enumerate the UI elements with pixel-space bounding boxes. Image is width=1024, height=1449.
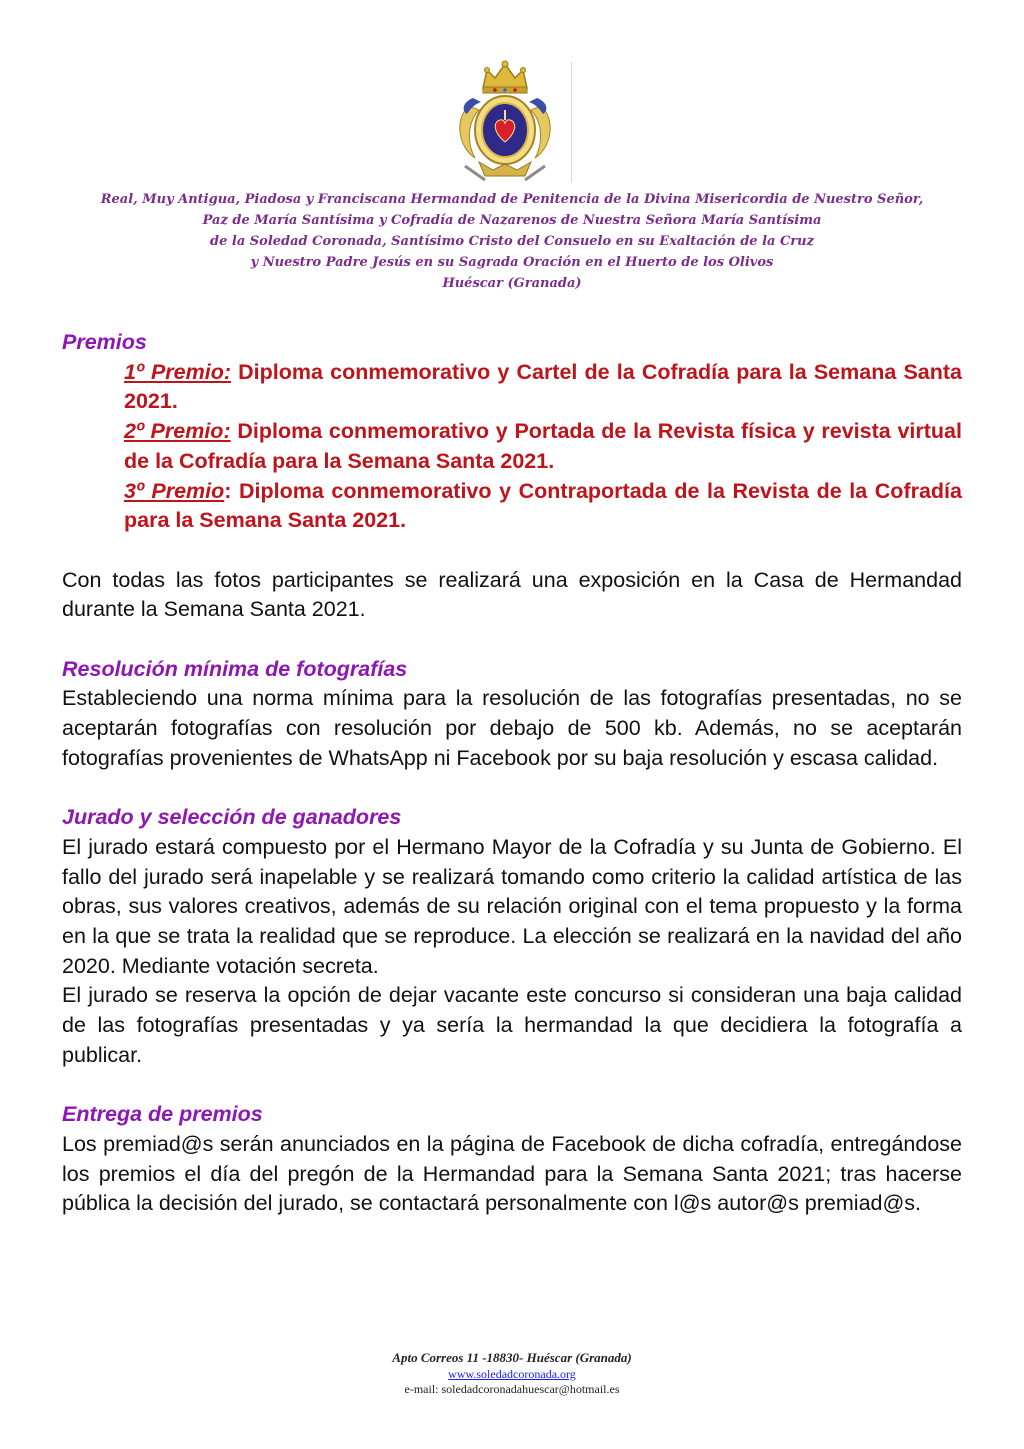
header-location: Huéscar (Granada) [442, 276, 582, 291]
awards-paragraph: Los premiad@s serán anunciados en la página de Facebook de dicha cofradía, entregándose los premios el día del pregón de la Hermandad para la Semana Santa 2021; tras hacerse pública la decisión del jurado, se contactará personalmente con l@s autor@s premiad@s. [62, 1131, 962, 1216]
crest-icon [445, 58, 565, 183]
resolution-paragraph: Estableciendo una norma mínima para la resolución de las fotografías presentadas, no se aceptarán fotografías con resolución por debajo de 500 kb. Además, no se aceptarán fotografías provenientes de WhatsApp ni Facebook por su baja resolución y escasa calidad. [62, 686, 962, 770]
website-link[interactable]: www.soledadcoronada.org [448, 1367, 576, 1381]
jury-paragraph-1: El jurado estará compuesto por el Hermano Mayor de la Cofradía y su Junta de Gobierno. El fallo del jurado será inapelable y se realizará tomando como criterio la calidad artística de las obras, sus valores creativos, además de su relación original con el tema propuesto y la forma en la que se trata la realidad que se reproduce. La elección se realizará en la navidad del año 2020. Mediante votación secreta. [62, 834, 962, 978]
page-footer [262, 1349, 762, 1397]
resolution-heading: Resolución mínima de fotografías [62, 656, 408, 681]
awards-heading: Entrega de premios [62, 1102, 263, 1127]
premios-heading: Premios [62, 330, 147, 354]
jury-heading: Jurado y selección de ganadores [62, 805, 402, 830]
prize-label-3: 3º Premio [124, 478, 225, 503]
header-divider [571, 62, 572, 182]
prize-text-1: Diploma conmemorativo y Cartel de la Cofradía para la Semana Santa 2021. [124, 359, 962, 414]
prize-item-1 [124, 358, 962, 417]
prize-item-3 [124, 477, 962, 536]
prize-item-2 [124, 417, 962, 476]
header-line: Paz de María Santísima y Cofradía de Nazarenos de Nuestra Señora María Santísima [202, 213, 822, 228]
footer-address: Apto Correos 11 -18830- Huéscar (Granada) [392, 1350, 632, 1365]
jury-paragraph-2: El jurado se reserva la opción de dejar vacante este concurso si consideran una baja calidad de las fotografías presentadas y ya sería la hermandad la que decidiera la fotografía a publicar. [62, 983, 962, 1067]
footer-email: e-mail: soledadcoronadahuescar@hotmail.es [404, 1382, 620, 1396]
header-line: de la Soledad Coronada, Santísimo Cristo del Consuelo en su Exaltación de la Cruz [210, 234, 814, 249]
prize-label-1: 1º Premio: [124, 359, 232, 384]
brotherhood-title [80, 189, 944, 294]
header-line: y Nuestro Padre Jesús en su Sagrada Oración en el Huerto de los Olivos [250, 255, 774, 270]
prize-text-3: : Diploma conmemorativo y Contraportada de la Revista de la Cofradía para la Semana Santa 2021. [124, 478, 962, 533]
header-line: Real, Muy Antigua, Piadosa y Franciscana Hermandad de Penitencia de la Divina Misericordia de Nuestro Señor, [100, 192, 924, 207]
exposition-paragraph: Con todas las fotos participantes se realizará una exposición en la Casa de Hermandad durante la Semana Santa 2021. [62, 567, 962, 622]
prize-text-2: Diploma conmemorativo y Portada de la Revista física y revista virtual de la Cofradía para la Semana Santa 2021. [124, 419, 962, 473]
prize-label-2: 2º Premio: [124, 419, 231, 444]
document-body [62, 328, 962, 1219]
coat-of-arms-logo [445, 58, 565, 183]
